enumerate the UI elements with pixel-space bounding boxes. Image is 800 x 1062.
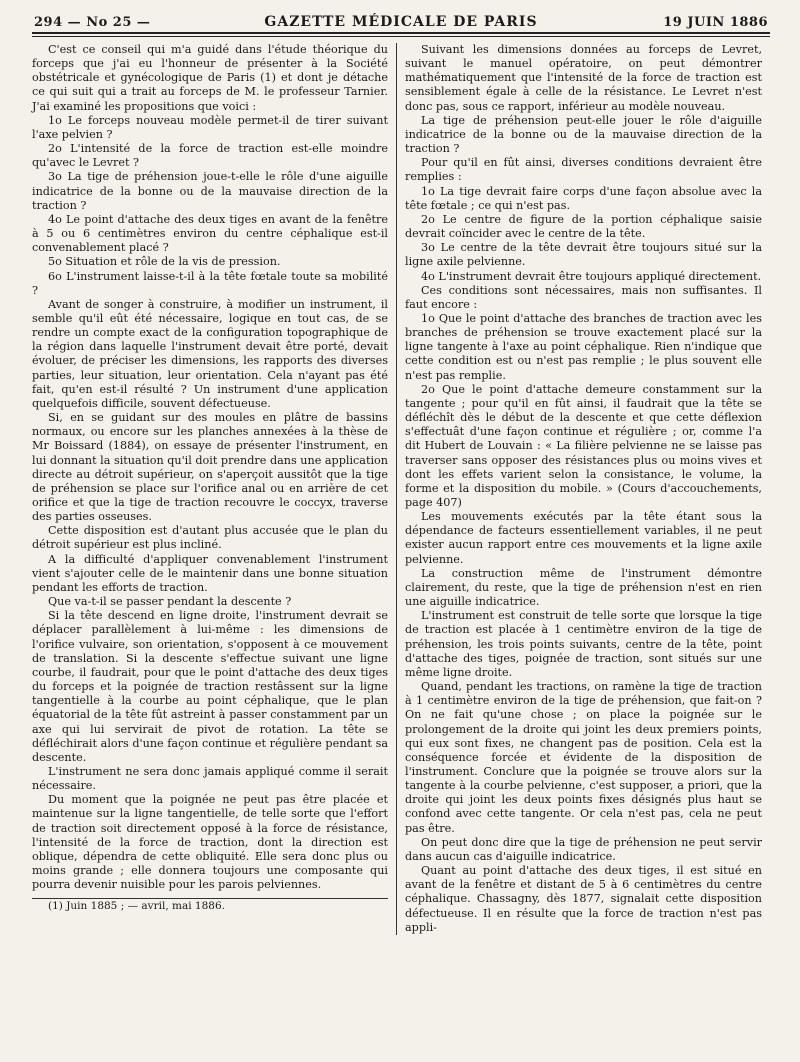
- paragraph: A la difficulté d'appliquer convenablement l'instrument vient s'ajouter celle de le maintenir dans une bonne situation pendant les efforts de traction.: [32, 552, 388, 594]
- paragraph: Pour qu'il en fût ainsi, diverses conditions devraient être remplies :: [405, 156, 762, 184]
- paragraph: Avant de songer à construire, à modifier un instrument, il semble qu'il eût été nécessaire, logique en tout cas, de se rendre un compte exact de la configuration topographique de la région dans laquelle l'instrument devait être porté, devait évoluer, de préciser les dimensions, les rapports des diverses parties, leur situation, leur orientation. Cela n'ayant pas été fait, qu'en est-il résulté ? Un instrument d'une application quelquefois difficile, souvent défectueuse.: [32, 297, 388, 410]
- paragraph: 6o L'instrument laisse-t-il à la tête fœtale toute sa mobilité ?: [32, 269, 388, 297]
- paragraph: 2o Que le point d'attache demeure constamment sur la tangente ; pour qu'il en fût ainsi, il faudrait que la tête se défléchît dès le début de la descente et que cette déflexion s'effectuât d'une façon continue et régulière ; or, comme l'a dit Hubert de Louvain : « La filière pelvienne ne se laisse pas traverser sans opposer des résistances plus ou moins vives et dont les effets varient selon la consistance, le volume, la forme et la disposition du mobile. » (Cours d'accouchements, page 407): [405, 382, 762, 509]
- page-header: [32, 14, 770, 34]
- text-columns: [32, 43, 770, 935]
- paragraph: 4o Le point d'attache des deux tiges en avant de la fenêtre à 5 ou 6 centimètres environ du centre céphalique est-il convenablement placé ?: [32, 212, 388, 255]
- paragraph: 3o La tige de préhension joue-t-elle le rôle d'une aiguille indicatrice de la bonne ou de la mauvaise direction de la traction ?: [32, 170, 388, 212]
- paragraph: Suivant les dimensions données au forceps de Levret, suivant le manuel opératoire, on peut démontrer mathématiquement que l'intensité de la force de traction est sensiblement égale à celle de la résistance. Le Levret n'est donc pas, sous ce rapport, inférieur au modèle nouveau.: [405, 43, 762, 113]
- paragraph: Les mouvements exécutés par la tête étant sous la dépendance de facteurs essentiellement variables, il ne peut exister aucun rapport entre ces mouvements et la ligne axile pelvienne.: [405, 510, 762, 566]
- paragraph: 1o Le forceps nouveau modèle permet-il de tirer suivant l'axe pelvien ?: [32, 113, 388, 141]
- paragraph: La tige de préhension peut-elle jouer le rôle d'aiguille indicatrice de la bonne ou de la mauvaise direction de la traction ?: [405, 113, 762, 156]
- paragraph: 5o Situation et rôle de la vis de pression.: [48, 255, 281, 269]
- issue-date: 19 JUIN 1886: [663, 15, 768, 30]
- page-number-issue: 294 — No 25 —: [34, 15, 151, 30]
- left-column: [32, 43, 397, 935]
- paragraph: Quand, pendant les tractions, on ramène la tige de traction à 1 centimètre environ de la tige de préhension, que fait-on ? On ne fait qu'une chose ; on place la poignée sur le prolongement de la droite qui joint les deux premiers points, qui eux sont fixes, ne changent pas de position. Cela est la conséquence forcée et évidente de la disposition de l'instrument. Conclure que la poignée se trouve alors sur la tangente à la courbe pelvienne, c'est supposer, a priori, que la droite qui joint les deux points fixes désignés plus haut se confond avec cette tangente. Or cela n'est pas, cela ne peut pas être.: [405, 680, 762, 835]
- paragraph: Quant au point d'attache des deux tiges, il est situé en avant de la fenêtre et distant de 5 à 6 centimètres du centre céphalique. Chassagny, dès 1877, signalait cette disposition défectueuse. Il en résulte que la force de traction n'est pas appli-: [405, 864, 762, 934]
- paragraph: Si, en se guidant sur des moules en plâtre de bassins normaux, ou encore sur les planches annexées à la thèse de Mr Boissard (1884), on essaye de présenter l'instrument, en lui donnant la situation qu'il doit prendre dans une application directe au détroit supérieur, on s'aperçoit aussitôt que la tige de préhension se place sur l'orifice anal ou en arrière de cet orifice et que la tige de traction recouvre le coccyx, traverse des parties osseuses.: [32, 411, 388, 524]
- paragraph: On peut donc dire que la tige de préhension ne peut servir dans aucun cas d'aiguille indicatrice.: [405, 835, 762, 863]
- paragraph: C'est ce conseil qui m'a guidé dans l'étude théorique du forceps que j'ai eu l'honneur de présenter à la Société obstétricale et gynécologique de Paris (1) et dont je détache ce qui suit qui a trait au forceps de M. le professeur Tarnier. J'ai examiné les propositions que voici :: [32, 43, 388, 113]
- paragraph: La construction même de l'instrument démontre clairement, du reste, que la tige de préhension n'est en rien une aiguille indicatrice.: [405, 566, 762, 609]
- paragraph: Cette disposition est d'autant plus accusée que le plan du détroit supérieur est plus incliné.: [32, 524, 388, 552]
- paragraph: L'instrument est construit de telle sorte que lorsque la tige de traction est placée à 1 centimètre environ de la tige de préhension, les trois points suivants, centre de la tête, point d'attache des tiges, poignée de traction, sont situés sur une même ligne droite.: [405, 609, 762, 679]
- paragraph: 4o L'instrument devrait être toujours appliqué directement.: [421, 269, 762, 283]
- paragraph: Que va-t-il se passer pendant la descente ?: [48, 595, 292, 609]
- right-column: [397, 43, 762, 935]
- paragraph: Du moment que la poignée ne peut pas être placée et maintenue sur la ligne tangentielle, de telle sorte que l'effort de traction soit directement opposé à la force de résistance, l'intensité de la force de traction, dont la direction est oblique, dépendra de cette obliquité. Elle sera donc plus ou moins grande ; elle donnera toujours une composante qui pourra devenir nuisible pour les parois pelviennes.: [32, 793, 388, 892]
- paragraph: 2o L'intensité de la force de traction est-elle moindre qu'avec le Levret ?: [32, 142, 388, 170]
- journal-title: GAZETTE MÉDICALE DE PARIS: [264, 14, 538, 30]
- paragraph: 3o Le centre de la tête devrait être toujours situé sur la ligne axile pelvienne.: [405, 241, 762, 269]
- paragraph: L'instrument ne sera donc jamais appliqué comme il serait nécessaire.: [32, 764, 388, 793]
- paragraph: 1o La tige devrait faire corps d'une façon absolue avec la tête fœtale ; ce qui n'est pas.: [405, 184, 762, 212]
- paragraph: 2o Le centre de figure de la portion céphalique saisie devrait coïncider avec le centre de la tête.: [405, 212, 762, 241]
- header-rule: [32, 36, 770, 37]
- footnote: (1) Juin 1885 ; — avril, mai 1886.: [48, 900, 225, 913]
- paragraph: Ces conditions sont nécessaires, mais non suffisantes. Il faut encore :: [405, 283, 762, 311]
- paragraph: 1o Que le point d'attache des branches de traction avec les branches de préhension se trouve exactement placé sur la ligne tangente à l'axe au point céphalique. Rien n'indique que cette condition est ou n'est pas remplie ; le plus souvent elle n'est pas remplie.: [405, 311, 762, 382]
- paragraph: Si la tête descend en ligne droite, l'instrument devrait se déplacer parallèlement à lui-même : les dimensions de l'orifice vulvaire, son orientation, s'opposent à ce mouvement de translation. Si la descente s'effectue suivant une ligne courbe, il faudrait, pour que le point d'attache des deux tiges du forceps et la poignée de traction restâssent sur la ligne tangentielle à la courbe au point céphalique, que le plan équatorial de la tête fût astreint à passer constamment par un axe qui lui servirait de pivot de rotation. La tête se défléchirait alors d'une façon continue et régulière pendant sa descente.: [32, 609, 388, 764]
